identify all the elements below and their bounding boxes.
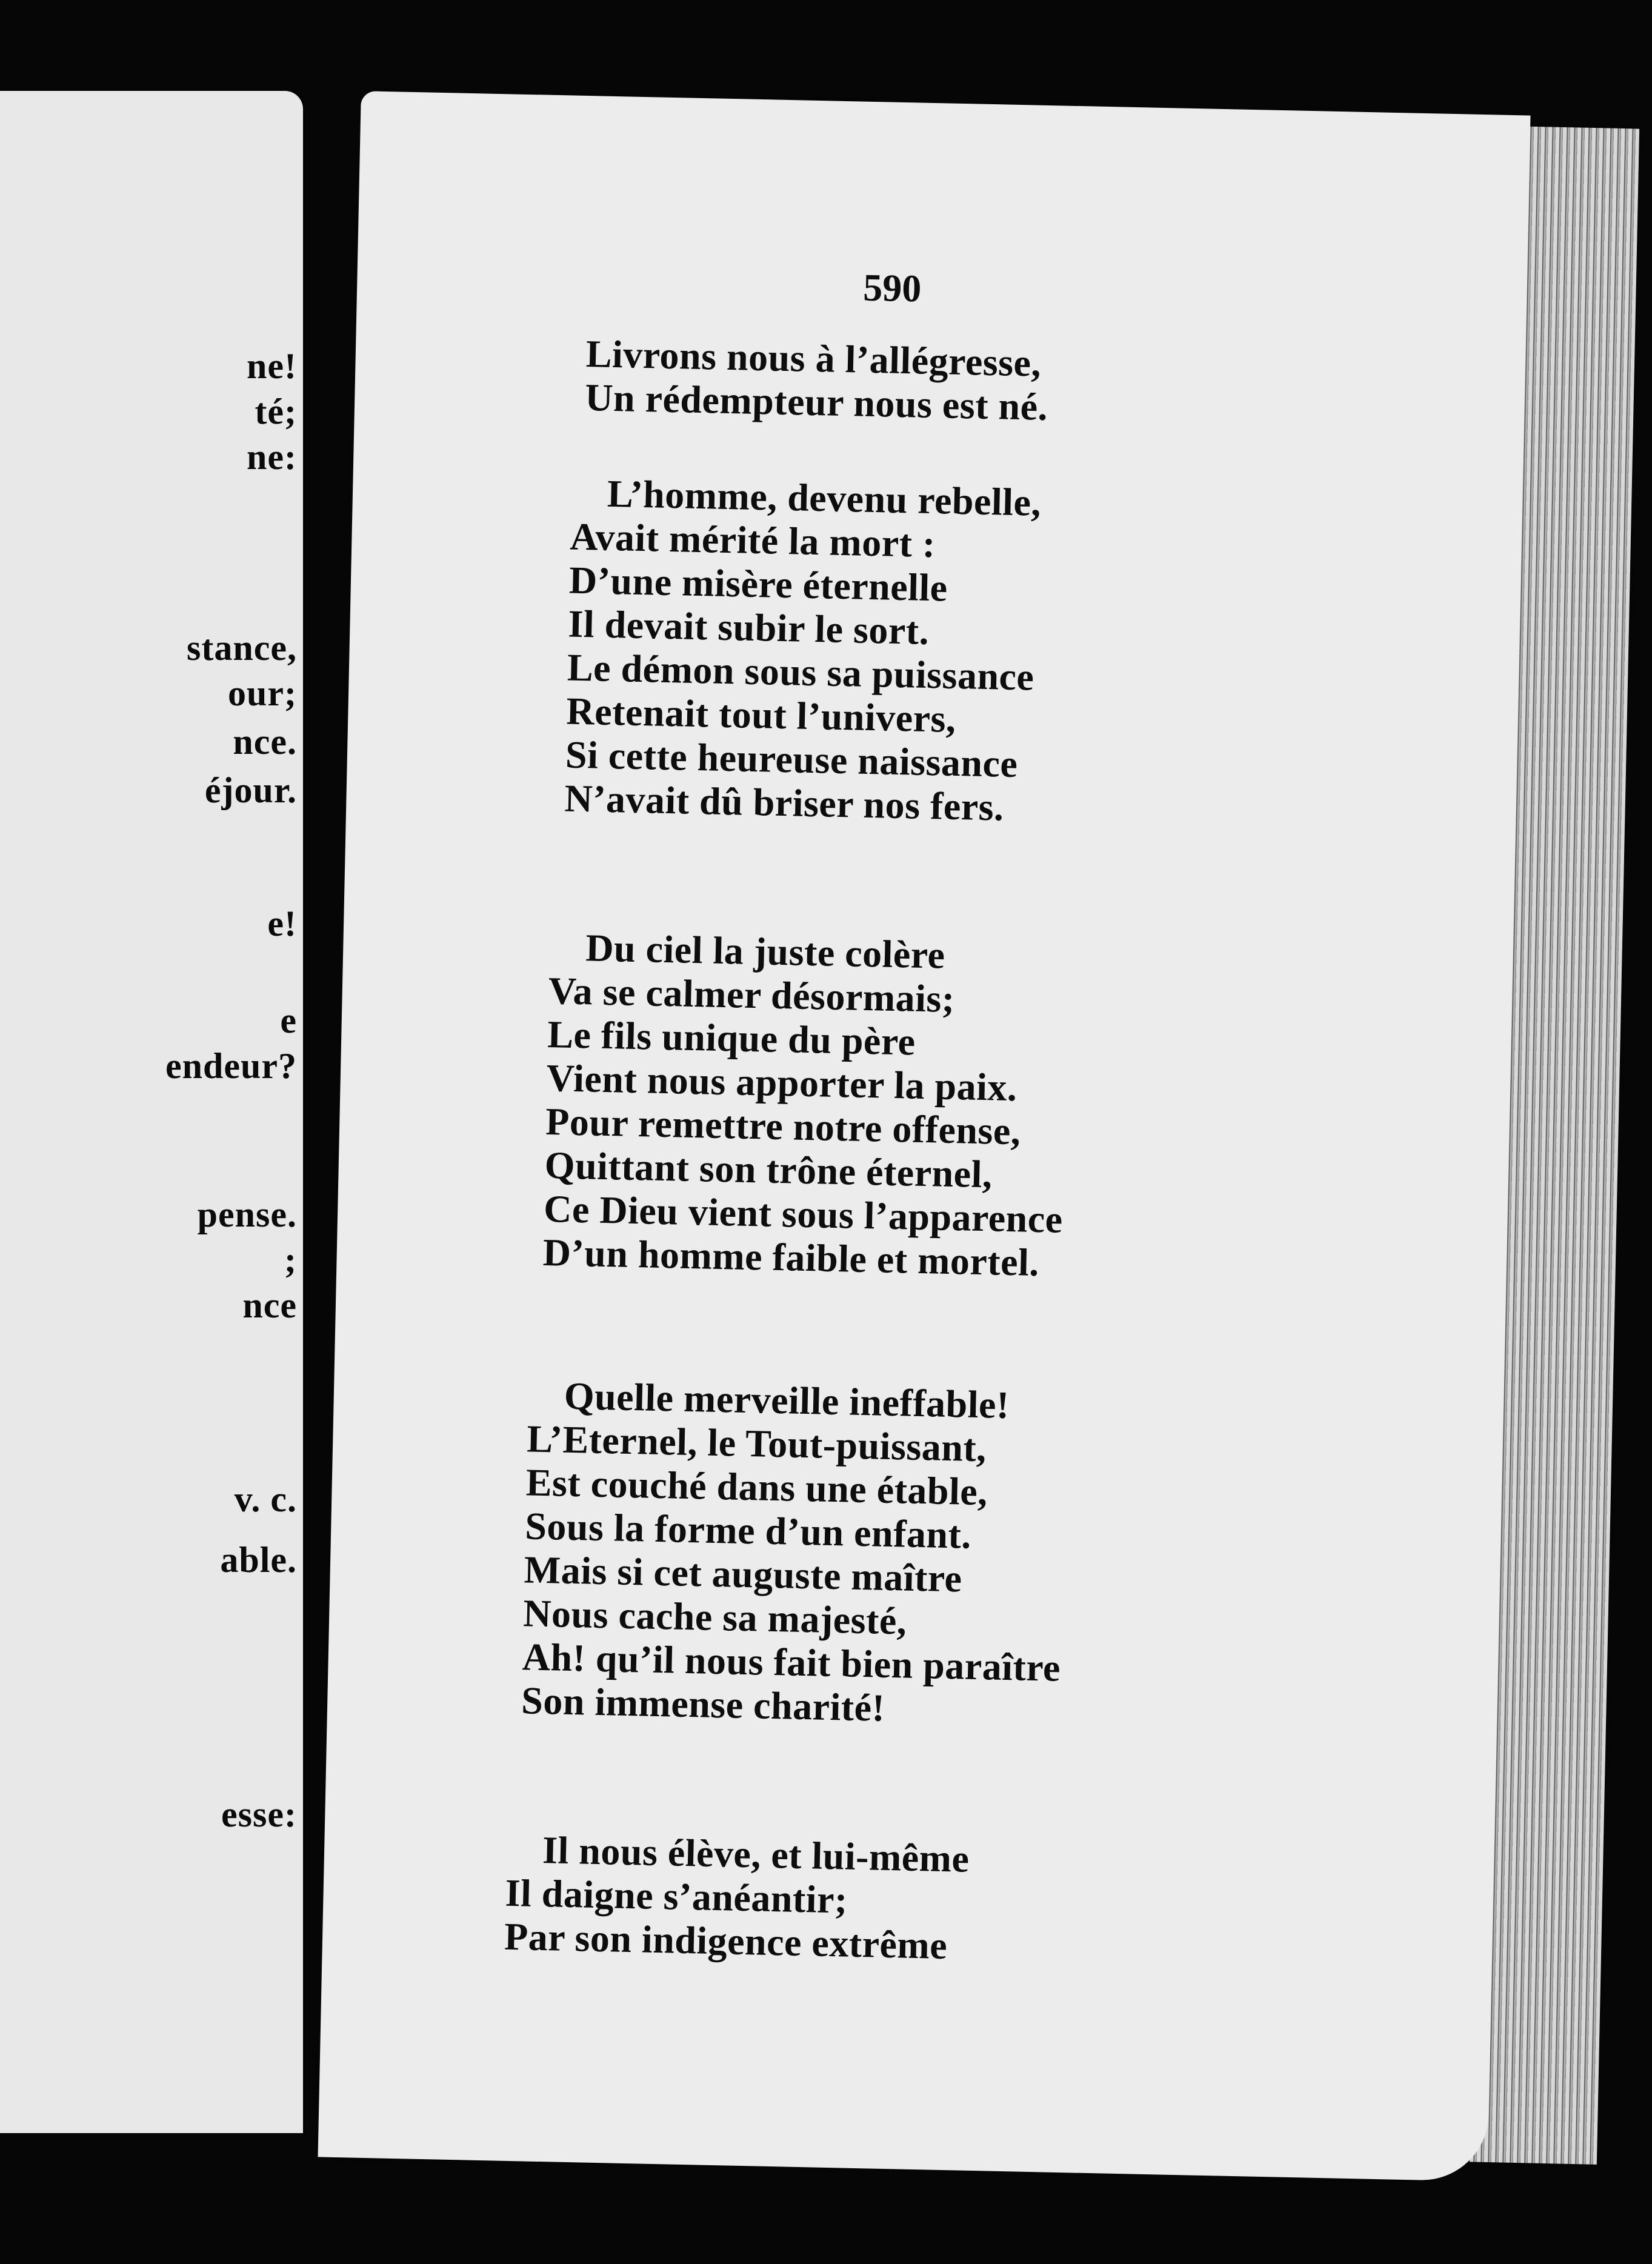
verse-line: Va se calmer désormais;: [548, 968, 956, 1021]
verse-line: Vient nous apporter la paix.: [546, 1056, 1018, 1110]
verse-line: Sous la forme d’un enfant.: [524, 1504, 972, 1557]
left-fragment: endeur?: [165, 1046, 297, 1086]
verse-line: Pour remettre notre offense,: [545, 1099, 1022, 1153]
left-fragment: esse:: [221, 1794, 297, 1834]
verse-line: Il nous élève, et lui-même: [542, 1828, 970, 1880]
stanza-5: [504, 1828, 1530, 1983]
verse-line: Nous cache sa majesté,: [522, 1591, 908, 1643]
stanza-1: [585, 332, 1531, 444]
verse-line: D’une misère éternelle: [568, 558, 948, 610]
verse-line: Ce Dieu vient sous l’apparence: [543, 1187, 1064, 1241]
left-fragment: nce.: [233, 722, 297, 762]
left-fragment: e!: [267, 904, 297, 944]
verse-line: Mais si cet auguste maître: [524, 1548, 963, 1600]
verse-line: N’avait dû briser nos fers.: [564, 776, 1005, 829]
left-fragment: pense.: [197, 1194, 297, 1234]
verse-line: D’un homme faible et mortel.: [542, 1230, 1040, 1285]
left-fragment: v. c.: [234, 1479, 297, 1519]
left-fragment: té;: [255, 391, 297, 431]
verse-line: Livrons nous à l’allégresse,: [585, 332, 1042, 385]
verse-line: Quittant son trône éternel,: [544, 1143, 993, 1196]
stanza-4: [521, 1373, 1531, 1746]
verse-line: Par son indigence extrême: [504, 1914, 948, 1968]
page-number: 590: [862, 265, 922, 310]
verse-line: Du ciel la juste colère: [585, 926, 946, 977]
verse-line: Il daigne s’anéantir;: [504, 1871, 848, 1922]
left-fragment: our;: [228, 673, 297, 713]
verse-line: Le démon sous sa puissance: [567, 645, 1035, 699]
main-page: [318, 91, 1531, 2182]
left-fragment: able.: [220, 1540, 297, 1580]
verse-line: Ah! qu’il nous fait bien paraître: [522, 1635, 1061, 1690]
verse-line: Il devait subir le sort.: [567, 602, 930, 653]
verse-line: Le fils unique du père: [547, 1012, 916, 1064]
left-fragment: nce: [242, 1285, 297, 1325]
stanza-3: [542, 925, 1530, 1299]
left-fragment: ne!: [247, 346, 297, 386]
verse-line: L’Eternel, le Tout-puissant,: [526, 1417, 987, 1470]
verse-line: Retenait tout l’univers,: [565, 689, 957, 741]
left-fragment: éjour.: [204, 770, 297, 810]
verse-line: Est couché dans une étable,: [525, 1460, 988, 1514]
left-fragment: e: [280, 1000, 297, 1040]
verse-line: L’homme, devenu rebelle,: [607, 471, 1042, 524]
verse-line: Si cette heureuse naissance: [565, 733, 1019, 786]
verse-line: Son immense charité!: [521, 1679, 886, 1730]
left-fragment: ne:: [247, 437, 297, 477]
verse-line: Un rédempteur nous est né.: [584, 376, 1048, 429]
stanza-2: [564, 471, 1531, 845]
left-fragment: stance,: [187, 628, 297, 668]
verse-line: Avait mérité la mort :: [569, 514, 936, 566]
left-facing-page: [0, 91, 303, 2133]
verse-line: Quelle merveille ineffable!: [564, 1374, 1010, 1427]
left-fragment: ;: [284, 1240, 297, 1280]
